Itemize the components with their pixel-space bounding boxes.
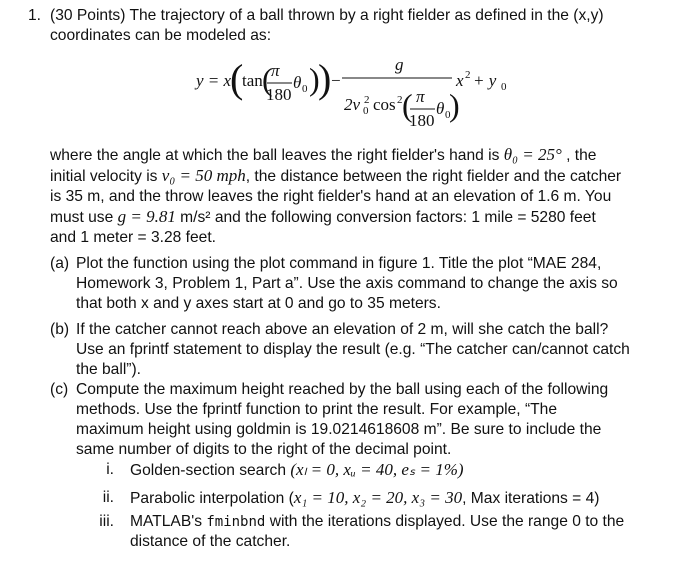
eq-brace-close: ) <box>318 56 332 101</box>
equation-svg <box>0 48 700 130</box>
eq-paren-open: ( <box>262 61 273 97</box>
part-label: (c) <box>50 381 69 398</box>
part-c-line: maximum height using goldmin is 19.0214618608 m”. Be sure to include the <box>76 421 602 438</box>
part-b-line: the ball”). <box>76 361 142 378</box>
method-params: x₁ = 10, x₂ = 20, x₃ = 30 <box>293 488 463 507</box>
eq-lhs: y = x <box>196 71 232 90</box>
problem-intro: (30 Points) The trajectory of a ball thrown by a right fielder as defined in the (x,y) coordinates can be modeled as: <box>50 7 604 44</box>
problem-number: 1. <box>28 7 42 24</box>
eq-theta-sub: 0 <box>302 83 308 95</box>
part-a <box>50 254 690 314</box>
eq-pi: π <box>271 61 280 80</box>
eq-minus: − <box>331 71 341 90</box>
eq-x-sup: 2 <box>465 69 471 81</box>
eq-2v-sup: 2 <box>364 94 370 106</box>
part-b-line: If the catcher cannot reach above an elevation of 2 m, will she catch the ball? <box>76 321 609 338</box>
velocity-value: v₀ = 50 mph <box>161 166 246 185</box>
method-i <box>84 460 684 481</box>
part-b <box>50 320 690 380</box>
eq-x: x <box>456 71 464 90</box>
eq-180-2: 180 <box>409 111 435 130</box>
eq-paren2-open: ( <box>402 87 413 123</box>
desc-line-1 <box>50 145 690 166</box>
eq-theta-2: θ <box>436 99 445 118</box>
part-label: (a) <box>50 255 70 272</box>
desc-text: , the distance between the right fielder and the catcher <box>245 168 622 185</box>
desc-line-4 <box>50 207 690 228</box>
part-a-line: that both x and y axes start at 0 and go to 35 meters. <box>76 295 441 312</box>
method-text: Golden-section search <box>130 462 291 479</box>
problem-description <box>50 145 690 248</box>
eq-theta: θ <box>293 73 302 92</box>
desc-text: must use <box>50 209 118 226</box>
eq-paren-close: ) <box>309 61 320 97</box>
part-c-line: Compute the maximum height reached by the ball using each of the following <box>76 381 609 398</box>
desc-text: m/s² and the following conversion factors: 1 mile = 5280 feet <box>175 209 596 226</box>
part-c <box>50 380 690 460</box>
eq-paren2-close: ) <box>449 87 460 123</box>
problem-header <box>28 6 688 46</box>
desc-text: where the angle at which the ball leaves the right fielder's hand is <box>50 147 504 164</box>
eq-tan: tan <box>242 71 263 90</box>
desc-line-2 <box>50 166 690 187</box>
code-fminbnd: fminbnd <box>206 514 266 530</box>
method-ii <box>84 488 684 509</box>
eq-cos-sup: 2 <box>397 94 403 106</box>
desc-text: initial velocity is <box>50 168 162 185</box>
desc-line-5: and 1 meter = 3.28 feet. <box>50 229 217 246</box>
method-text: , Max iterations = 4) <box>462 490 600 507</box>
gravity-value: g = 9.81 <box>117 207 176 226</box>
eq-180: 180 <box>266 85 292 104</box>
method-numeral: ii. <box>102 489 114 506</box>
part-label: (b) <box>50 321 70 338</box>
trajectory-equation <box>0 48 700 130</box>
part-c-line: methods. Use the fprintf function to print the result. For example, “The <box>76 401 558 418</box>
eq-plus-y: + y <box>473 71 497 90</box>
part-c-line: same number of digits to the right of the decimal point. <box>76 441 452 458</box>
eq-y-sub: 0 <box>501 81 507 93</box>
eq-2v: 2v <box>344 95 361 114</box>
method-text: with the iterations displayed. Use the range 0 to the <box>265 513 625 530</box>
eq-brace-open: ( <box>230 56 244 101</box>
eq-cos: cos <box>373 95 396 114</box>
eq-2v-sub: 0 <box>363 105 369 117</box>
method-text: distance of the catcher. <box>130 533 291 550</box>
part-b-line: Use an fprintf statement to display the result (e.g. “The catcher can/cannot catch <box>76 341 630 358</box>
eq-theta-sub-2: 0 <box>445 109 451 121</box>
desc-line-3: is 35 m, and the throw leaves the right fielder's hand at an elevation of 1.6 m. You <box>50 188 612 205</box>
method-iii <box>84 512 684 552</box>
method-text: MATLAB's <box>130 513 207 530</box>
part-a-line: Homework 3, Problem 1, Part a”. Use the axis command to change the axis so <box>76 275 618 292</box>
part-a-line: Plot the function using the plot command in figure 1. Title the plot “MAE 284, <box>76 255 602 272</box>
eq-g: g <box>395 55 404 74</box>
method-numeral: i. <box>106 461 114 478</box>
method-text: Parabolic interpolation ( <box>130 490 294 507</box>
method-numeral: iii. <box>99 513 114 530</box>
theta-value: θ₀ = 25° <box>503 145 562 164</box>
eq-pi-2: π <box>416 87 425 106</box>
desc-text: , the <box>561 147 597 164</box>
method-params: (xₗ = 0, xᵤ = 40, eₛ = 1%) <box>290 460 464 479</box>
